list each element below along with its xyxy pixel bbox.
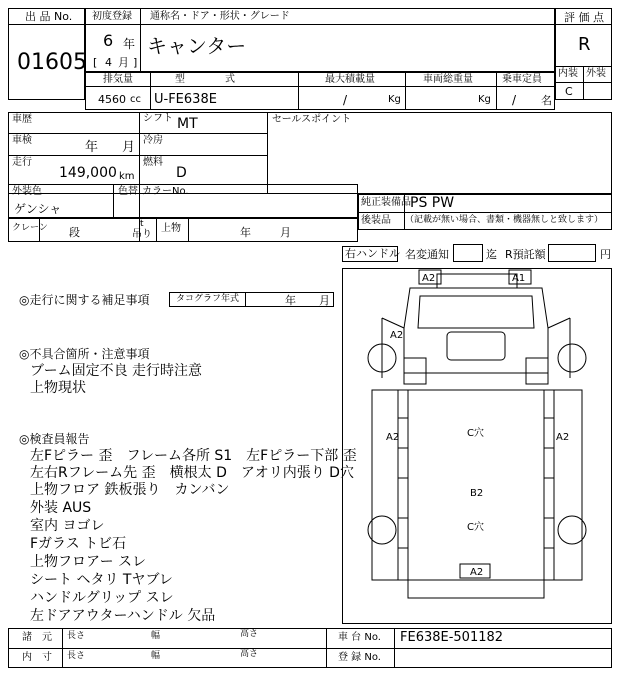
name-change-end: 迄	[486, 248, 497, 261]
inspector-line: 上物フロア 鉄板張り カンバン	[30, 482, 230, 498]
crane-stage: 段	[69, 226, 80, 239]
inspection-label: 車検	[12, 135, 32, 146]
max-load-slash: /	[343, 93, 348, 107]
color-change-label: 色替	[118, 186, 138, 197]
first-reg-label: 初度登録	[92, 11, 132, 22]
tachograph-month: 月	[319, 294, 330, 307]
interior-grade: C	[565, 85, 573, 98]
inspection-month: 月	[122, 140, 136, 155]
mileage-label: 走行	[12, 157, 32, 168]
model: U-FE638E	[154, 92, 217, 107]
fuel: D	[176, 165, 187, 181]
genuine-equipment-label: 純正装備品	[361, 197, 411, 208]
sales-point-label: セールスポイント	[272, 114, 352, 125]
length-label: 長さ	[67, 651, 86, 661]
color-code-label: カラーNo.	[142, 186, 189, 197]
capacity-unit: 名	[541, 94, 552, 107]
damage-mark: A2	[386, 432, 400, 443]
max-load-label: 最大積載量	[325, 74, 375, 85]
first-reg-year: 6	[103, 31, 114, 50]
mileage: 149,000	[59, 165, 117, 181]
fuel-label: 燃料	[143, 157, 163, 168]
length-label: 長さ	[67, 631, 86, 641]
width-label: 幅	[151, 631, 161, 641]
aftermarket-label: 後装品	[361, 215, 391, 226]
name-change-label: 名変通知	[405, 248, 449, 261]
shift-label: シフト	[143, 113, 173, 124]
inspector-line: 上物フロアー スレ	[30, 554, 147, 570]
capacity-label: 乗車定員	[502, 74, 542, 85]
upper-month: 月	[280, 226, 291, 239]
damage-mark: C穴	[467, 522, 484, 533]
damage-mark: C穴	[467, 428, 484, 439]
dimensions-label: 内 寸	[22, 652, 52, 663]
genuine-equipment: PS PW	[410, 195, 455, 211]
height-label: 高さ	[240, 629, 259, 639]
upper-label: 上物	[161, 223, 181, 234]
upper-year: 年	[240, 226, 251, 239]
rating-label: 評 価 点	[564, 11, 604, 24]
lot-no: 01605	[17, 50, 87, 75]
tachograph-year: 年	[285, 294, 296, 307]
car-name: キャンター	[147, 34, 247, 58]
rating: R	[578, 34, 591, 55]
gross-weight-label: 車両総重量	[423, 74, 473, 85]
displacement-unit: cc	[130, 94, 141, 105]
height-label: 高さ	[240, 649, 259, 659]
damage-mark: A2	[556, 432, 570, 443]
inspector-line: ハンドルグリップ スレ	[30, 590, 174, 606]
gross-weight-unit: Kg	[478, 94, 491, 105]
car-name-label: 通称名・ドア・形状・グレード	[150, 11, 290, 22]
driving-notes-title: ◎走行に関する補足事項	[19, 293, 150, 307]
registration-no-label: 登 録 No.	[338, 652, 381, 663]
damage-mark: A2	[390, 330, 404, 341]
inspector-line: 左ドアアウターハンドル 欠品	[30, 608, 216, 624]
month-unit: 月	[118, 56, 129, 69]
crane-tons: t	[140, 219, 144, 229]
exterior-label: 外装	[586, 68, 606, 79]
interior-label: 内装	[558, 68, 578, 79]
inspector-line: Fガラス トビ石	[30, 536, 127, 552]
inspector-title: ◎検査員報告	[19, 432, 90, 446]
chassis-no: FE638E-501182	[400, 630, 504, 645]
displacement-label: 排気量	[103, 74, 133, 85]
displacement: 4560	[98, 93, 126, 106]
defects-title: ◎不具合箇所・注意事項	[19, 347, 150, 361]
mileage-unit: km	[119, 171, 135, 182]
first-reg-month: 4	[105, 56, 112, 69]
model-label: 型 式	[175, 74, 235, 85]
yen-unit: 円	[600, 248, 611, 261]
crane-hook: 吊り	[132, 229, 152, 240]
aftermarket-note: （記載が無い場合、書類・機器無しと致します）	[405, 215, 604, 225]
inspector-line: 室内 ヨゴレ	[30, 518, 105, 534]
inspector-line: 左右Rフレーム先 歪 横根太 D アオリ内張り D穴	[30, 465, 354, 481]
shift-value: MT	[177, 116, 198, 132]
crane-label: クレーン	[12, 223, 48, 233]
ac-label: 冷房	[143, 135, 163, 146]
chassis-no-label: 車 台 No.	[338, 632, 381, 643]
history-label: 車歴	[12, 114, 32, 125]
max-load-unit: Kg	[388, 94, 401, 105]
defect-line: ブーム固定不良 走行時注意	[30, 363, 203, 379]
defect-line: 上物現状	[30, 380, 86, 396]
inspector-line: 外装 AUS	[30, 500, 92, 516]
year-unit: 年	[123, 37, 136, 51]
damage-mark: A2	[470, 567, 484, 578]
spec-label: 諸 元	[22, 632, 52, 643]
inspection-year: 年	[85, 140, 99, 155]
rhd-option: 右ハンドル	[345, 247, 400, 260]
tachograph-label: タコグラフ年式	[176, 294, 240, 304]
color-label: 外装色	[12, 186, 42, 197]
lot-no-label: 出 品 No.	[25, 10, 73, 23]
damage-mark: B2	[470, 488, 484, 499]
r-reserve-label: R預託額	[505, 248, 546, 261]
inspector-line: シート ヘタリ Tヤブレ	[30, 572, 173, 588]
color-value: ゲンシャ	[14, 202, 62, 216]
inspector-line: 左Fピラー 歪 フレーム各所 S1 左Fピラー下部 歪	[30, 448, 357, 464]
damage-mark: A1	[512, 273, 526, 284]
capacity-slash: /	[512, 93, 517, 107]
width-label: 幅	[151, 651, 161, 661]
vehicle-damage-diagram	[342, 268, 612, 624]
damage-mark: A2	[422, 273, 436, 284]
